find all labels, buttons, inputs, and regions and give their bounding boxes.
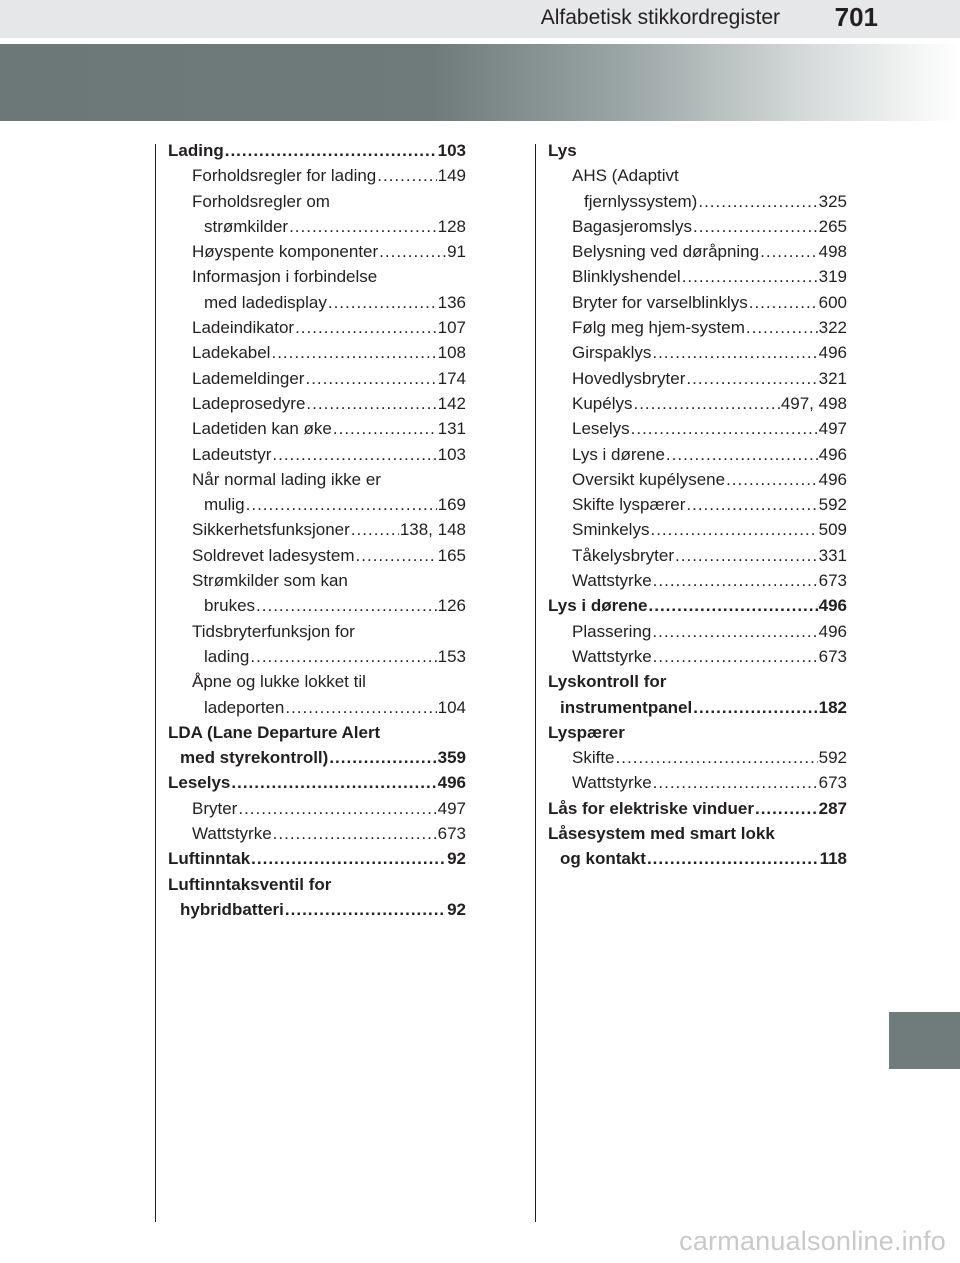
leader-dots — [649, 593, 818, 618]
index-entry-page: 92 — [447, 899, 466, 919]
index-entry-page: 322 — [818, 318, 847, 338]
leader-dots — [379, 239, 446, 264]
leader-dots — [693, 695, 817, 720]
index-entry — [168, 492, 466, 517]
leader-dots — [652, 340, 817, 365]
index-entry-page: 169 — [437, 495, 466, 515]
index-entry — [168, 846, 466, 871]
index-entry — [168, 442, 466, 467]
index-heading-line: Låsesystem med smart lokk — [548, 824, 775, 844]
index-entry-page: 92 — [447, 849, 466, 869]
index-entry — [168, 770, 466, 795]
index-entry — [168, 644, 466, 669]
index-entry — [548, 543, 847, 568]
leader-dots — [633, 391, 779, 416]
index-entry — [168, 745, 466, 770]
index-heading-line: Lys — [548, 141, 577, 160]
index-entry-label: Belysning ved døråpning — [572, 242, 760, 262]
index-entry — [548, 644, 847, 669]
index-entry-label: Soldrevet ladesystem — [192, 545, 355, 565]
index-entry-label: Leselys — [572, 419, 630, 439]
leader-dots — [746, 315, 818, 340]
index-entry-label: Oversikt kupélysene — [572, 469, 726, 489]
leader-dots — [351, 517, 399, 542]
section-thumb-tab — [889, 1012, 960, 1069]
index-entry-label: Ladeindikator — [192, 318, 295, 338]
leader-dots — [256, 593, 437, 618]
index-entry-label: Wattstyrke — [192, 824, 272, 844]
index-entry-label: Forholdsregler for lading — [192, 166, 377, 186]
index-entry-page: 319 — [818, 267, 847, 287]
index-entry-label: Ladeutstyr — [192, 444, 272, 464]
index-entry-label: instrumentpanel — [560, 697, 693, 717]
index-entry — [548, 391, 847, 416]
index-entry-label: Ladekabel — [192, 343, 271, 363]
leader-dots — [726, 467, 818, 492]
index-entry — [548, 340, 847, 365]
leader-dots — [693, 214, 818, 239]
index-entry-label: Følg meg hjem-system — [572, 318, 745, 338]
leader-dots — [647, 846, 819, 871]
index-entry-page: 108 — [437, 343, 466, 363]
index-entry — [168, 821, 466, 846]
leader-dots — [760, 239, 818, 264]
index-entry-page: 497 — [437, 798, 466, 818]
index-entry-page: 496 — [818, 343, 847, 363]
index-entry-label: Ladeprosedyre — [192, 393, 306, 413]
index-entry — [548, 366, 847, 391]
index-entry — [168, 391, 466, 416]
index-entry-label: Wattstyrke — [572, 646, 652, 666]
leader-dots — [305, 366, 436, 391]
index-entry-label: Ladetiden kan øke — [192, 419, 332, 439]
leader-dots — [653, 770, 818, 795]
index-entry-label: hybridbatteri — [180, 899, 284, 919]
left-column-rule — [155, 144, 156, 1222]
leader-dots — [246, 492, 437, 517]
leader-dots — [289, 214, 437, 239]
index-entry-page: 142 — [437, 393, 466, 413]
index-entry-page: 496 — [818, 444, 847, 464]
index-entry — [168, 695, 466, 720]
index-entry — [168, 416, 466, 441]
index-entry-page: 600 — [818, 292, 847, 312]
leader-dots — [295, 315, 437, 340]
leader-dots — [666, 442, 818, 467]
index-heading-line: Luftinntaksventil for — [168, 874, 332, 894]
leader-dots — [686, 492, 817, 517]
index-heading-line: Når normal lading ikke er — [192, 469, 381, 489]
index-entry-label: Kupélys — [572, 393, 633, 413]
index-entry-page: 673 — [437, 824, 466, 844]
index-entry — [548, 770, 847, 795]
header-title: Alfabetisk stikkordregister — [540, 6, 780, 29]
index-entry — [548, 593, 847, 618]
index-entry-page: 509 — [818, 520, 847, 540]
index-entry-page: 91 — [447, 242, 466, 262]
leader-dots — [652, 619, 817, 644]
leader-dots — [675, 543, 818, 568]
index-entry-page: 497, 498 — [780, 393, 847, 413]
index-entry-label: Lys i dørene — [572, 444, 665, 464]
leader-dots — [616, 745, 818, 770]
header-gradient-band — [0, 44, 960, 121]
leader-dots — [238, 796, 436, 821]
index-entry-label: mulig — [204, 495, 245, 515]
index-entry-page: 182 — [818, 697, 847, 717]
index-entry-page: 165 — [437, 545, 466, 565]
leader-dots — [653, 568, 818, 593]
index-entry — [548, 492, 847, 517]
index-entry — [168, 543, 466, 568]
index-entry-page: 118 — [819, 849, 847, 869]
leader-dots — [285, 897, 446, 922]
index-entry — [168, 340, 466, 365]
index-entry-label: Lademeldinger — [192, 368, 305, 388]
index-entry-page: 149 — [437, 166, 466, 186]
leader-dots — [250, 644, 436, 669]
index-heading-line: Lyskontroll for — [548, 672, 667, 692]
index-entry-label: med ladedisplay — [204, 292, 327, 312]
index-entry — [548, 315, 847, 340]
leader-dots — [755, 796, 818, 821]
index-entry-page: 131 — [437, 419, 466, 439]
leader-dots — [631, 416, 818, 441]
index-entry-label: Wattstyrke — [572, 571, 652, 591]
index-entry-label: Wattstyrke — [572, 773, 652, 793]
index-entry-page: 673 — [818, 646, 847, 666]
index-entry-label: Skifte — [572, 748, 615, 768]
index-entry — [168, 315, 466, 340]
leader-dots — [653, 644, 818, 669]
index-entry-page: 103 — [437, 141, 466, 160]
index-entry-page: 498 — [818, 242, 847, 262]
index-entry — [548, 517, 847, 542]
index-entry-page: 359 — [437, 748, 466, 768]
index-entry — [168, 239, 466, 264]
leader-dots — [356, 543, 437, 568]
index-entry-label: Bryter for varselblinklys — [572, 292, 748, 312]
index-column-left — [168, 138, 466, 922]
index-entry-page: 496 — [818, 621, 847, 641]
leader-dots — [225, 138, 437, 163]
index-entry — [548, 189, 847, 214]
index-entry — [548, 568, 847, 593]
index-entry-label: Leselys — [168, 773, 231, 793]
index-entry-page: 153 — [437, 646, 466, 666]
index-entry-label: Sminkelys — [572, 520, 650, 540]
index-entry-label: Skifte lyspærer — [572, 495, 686, 515]
index-entry-label: brukes — [204, 596, 256, 616]
index-entry-page: 136 — [437, 292, 466, 312]
index-entry-label: Høyspente komponenter — [192, 242, 379, 262]
index-entry-page: 496 — [437, 773, 466, 793]
index-entry-label: Blinklyshendel — [572, 267, 681, 287]
index-entry-label: Bagasjeromslys — [572, 216, 692, 236]
index-entry-label: med styrekontroll) — [180, 748, 329, 768]
leader-dots — [271, 340, 436, 365]
index-entry — [548, 796, 847, 821]
watermark: carmanualsonline.info — [679, 1226, 946, 1256]
leader-dots — [273, 821, 437, 846]
leader-dots — [682, 264, 818, 289]
index-entry-label: Lading — [168, 141, 224, 160]
index-entry — [168, 366, 466, 391]
index-entry-page: 592 — [818, 495, 847, 515]
index-entry-page: 496 — [818, 469, 847, 489]
index-entry — [168, 897, 466, 922]
index-entry — [548, 467, 847, 492]
leader-dots — [686, 366, 817, 391]
index-entry — [168, 163, 466, 188]
index-entry-label: Plassering — [572, 621, 652, 641]
index-entry-page: 265 — [818, 216, 847, 236]
index-entry — [168, 517, 466, 542]
index-entry-label: og kontakt — [560, 849, 646, 869]
index-entry-label: Bryter — [192, 798, 238, 818]
index-entry — [548, 290, 847, 315]
index-column-right — [548, 138, 847, 872]
index-entry-page: 138, 148 — [399, 520, 466, 540]
index-entry-page: 287 — [818, 798, 847, 818]
index-entry-label: Girspaklys — [572, 343, 652, 363]
page-number: 701 — [834, 2, 878, 32]
index-heading-line: Informasjon i forbindelse — [192, 267, 378, 287]
index-entry-label: Lås for elektriske vinduer — [548, 798, 754, 818]
index-entry-page: 126 — [437, 596, 466, 616]
index-entry-label: lading — [204, 646, 250, 666]
index-entry — [548, 442, 847, 467]
index-entry-page: 673 — [818, 773, 847, 793]
index-entry — [548, 416, 847, 441]
index-entry-label: ladeporten — [204, 697, 285, 717]
index-heading-line: Forholdsregler om — [192, 191, 330, 211]
index-entry — [168, 796, 466, 821]
index-entry — [548, 264, 847, 289]
index-heading-line: Lyspærer — [548, 722, 625, 742]
leader-dots — [285, 695, 436, 720]
leader-dots — [272, 442, 436, 467]
leader-dots — [749, 290, 818, 315]
index-entry-page: 325 — [818, 191, 847, 211]
leader-dots — [698, 189, 817, 214]
index-entry — [548, 214, 847, 239]
index-entry — [548, 745, 847, 770]
index-entry — [548, 695, 847, 720]
index-entry-page: 128 — [437, 216, 466, 236]
index-entry-page: 673 — [818, 571, 847, 591]
index-entry — [168, 138, 466, 163]
leader-dots — [333, 416, 437, 441]
index-entry — [168, 593, 466, 618]
index-entry-label: Hovedlysbryter — [572, 368, 686, 388]
index-entry-label: Lys i dørene — [548, 596, 648, 616]
index-heading-line: Tidsbryterfunksjon for — [192, 621, 355, 641]
index-entry-page: 321 — [818, 368, 847, 388]
index-entry-page: 331 — [818, 545, 847, 565]
index-entry — [548, 619, 847, 644]
leader-dots — [306, 391, 436, 416]
index-entry — [548, 846, 847, 871]
index-heading-line: Åpne og lukke lokket til — [192, 672, 366, 692]
index-entry-label: Luftinntak — [168, 849, 251, 869]
index-entry-page: 104 — [437, 697, 466, 717]
index-heading-line: Strømkilder som kan — [192, 571, 348, 591]
right-column-rule — [535, 144, 536, 1222]
index-entry-page: 497 — [818, 419, 847, 439]
leader-dots — [377, 163, 436, 188]
index-entry-page: 592 — [818, 748, 847, 768]
index-entry — [548, 239, 847, 264]
leader-dots — [650, 517, 817, 542]
leader-dots — [328, 290, 437, 315]
leader-dots — [231, 770, 436, 795]
index-entry-label: strømkilder — [204, 216, 289, 236]
header-bar — [0, 0, 960, 38]
index-entry-page: 107 — [437, 318, 466, 338]
index-entry-page: 174 — [437, 368, 466, 388]
index-heading-line: AHS (Adaptivt — [572, 166, 679, 186]
index-entry-page: 496 — [818, 596, 847, 616]
leader-dots — [251, 846, 446, 871]
index-entry-label: Tåkelysbryter — [572, 545, 675, 565]
index-entry-page: 103 — [437, 444, 466, 464]
index-entry-label: Sikkerhetsfunksjoner — [192, 520, 350, 540]
index-entry-label: fjernlyssystem) — [584, 191, 698, 211]
index-entry — [168, 214, 466, 239]
index-entry — [168, 290, 466, 315]
index-heading-line: LDA (Lane Departure Alert — [168, 722, 381, 742]
leader-dots — [329, 745, 436, 770]
